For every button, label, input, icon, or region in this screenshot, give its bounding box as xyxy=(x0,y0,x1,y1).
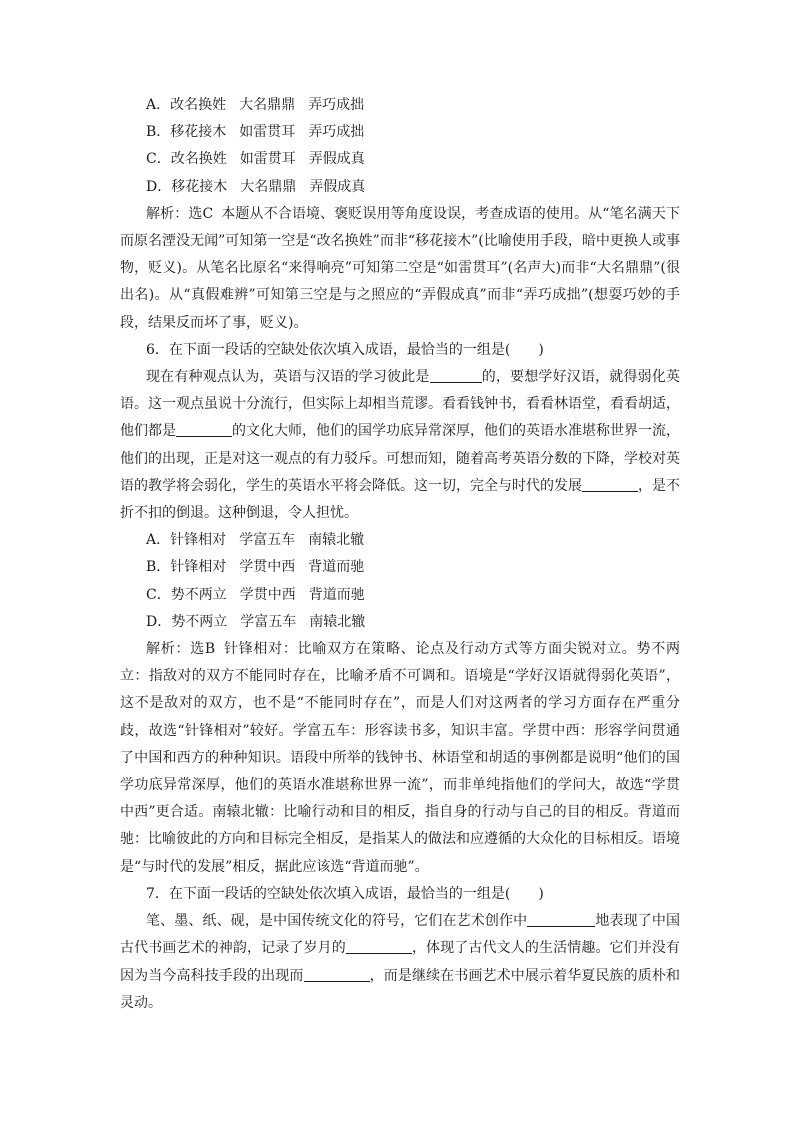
q6-option-b: B．针锋相对 学贯中西 背道而驰 xyxy=(146,559,365,576)
q6-option-d: D．势不两立 学富五车 南辕北辙 xyxy=(146,613,366,630)
q6-analysis xyxy=(120,636,680,881)
q6-blank-2 xyxy=(176,422,232,437)
q6-blank-3 xyxy=(582,477,638,492)
q6-option-c: C．势不两立 学贯中西 背道而驰 xyxy=(146,586,365,603)
q5-option-b: B．移花接木 如雷贯耳 弄巧成拙 xyxy=(146,124,365,141)
q5-analysis-head: 解析：选C xyxy=(146,205,214,222)
q7-blank-2 xyxy=(346,939,412,954)
q6-analysis-head: 解析：选B xyxy=(146,641,216,658)
q5-analysis xyxy=(120,201,680,337)
q7-passage: 笔、墨、纸、砚，是中国传统文化的符号，它们在艺术创作中 地表现了中国古代书画艺术的神韵，记录了岁月的 ，体现了古代文人的生活情趣。它们并没有因为当今高科技手段的出现而 ，而是继续在书画艺术中展示着华夏民族的质朴和灵动。 xyxy=(120,913,681,1011)
q7-blank-3 xyxy=(304,967,370,982)
q6-blank-1 xyxy=(430,368,482,383)
q5-analysis-body: 本题从不合语境、褒贬误用等角度设误，考查成语的使用。从“笔名满天下而原名湮没无闻”可知第一空是“改名换姓”而非“移花接木”(比喻使用手段，暗中更换人或事物，贬义)。从笔名比原名“来得响亮”可知第二空是“如雷贯耳”(名声大)而非“大名鼎鼎”(很出名)。从“真假难辨”可知第三空是与之照应的“弄假成真”而非“弄巧成拙”(想耍巧妙的手段，结果反而坏了事，贬义)。 xyxy=(120,205,681,331)
q6-passage: 现在有种观点认为，英语与汉语的学习彼此是 的，要想学好汉语，就得弱化英语。这一观点虽说十分流行，但实际上却相当荒谬。看看钱钟书，看看林语堂，看看胡适，他们都是 的文化大师，他们的国学功底异常深厚，他们的英语水准堪称世界一流，他们的出现，正是对这一观点的有力驳斥。可想而知，随着高考英语分数的下降，学校对英语的教学将会弱化，学生的英语水平将会降低。这一切，完全与时代的发展 ，是不折不扣的倒退。这种倒退，令人担忧。 xyxy=(120,369,681,522)
q5-option-a: A．改名换姓 大名鼎鼎 弄巧成拙 xyxy=(146,97,365,113)
q6-stem: 6．在下面一段话的空缺处依次填入成语，最恰当的一组是( ) xyxy=(146,341,544,358)
document-content xyxy=(120,92,680,1017)
q6-analysis-body: 针锋相对：比喻双方在策略、论点及行动方式等方面尖锐对立。势不两立：指敌对的双方不能同时存在，比喻矛盾不可调和。语境是“学好汉语就得弱化英语”，这不是敌对的双方，也不是“不能同时存在”，而是人们对这两者的学习方面存在严重分歧，故选“针锋相对”较好。学富五车：形容读书多，知识丰富。学贯中西：形容学问贯通了中国和西方的种种知识。语段中所举的钱钟书、林语堂和胡适的事例都是说明“他们的国学功底异常深厚，他们的英语水准堪称世界一流”，而非单纯指他们的学问大，故选“学贯中西”更合适。南辕北辙：比喻行动和目的相反，指自身的行动与自己的目的相反。背道而驰：比喻彼此的方向和目标完全相反，是指某人的做法和应遵循的大众化的目标相反。语境是“与时代的发展”相反，据此应该选“背道而驰”。 xyxy=(120,641,680,875)
q7-blank-1 xyxy=(527,912,595,927)
q7-stem: 7．在下面一段话的空缺处依次填入成语，最恰当的一组是( ) xyxy=(146,885,544,902)
q5-option-c: C．改名换姓 如雷贯耳 弄假成真 xyxy=(146,151,365,168)
q5-option-d: D．移花接木 大名鼎鼎 弄假成真 xyxy=(146,178,366,195)
q6-option-a: A．针锋相对 学富五车 南辕北辙 xyxy=(146,532,365,549)
